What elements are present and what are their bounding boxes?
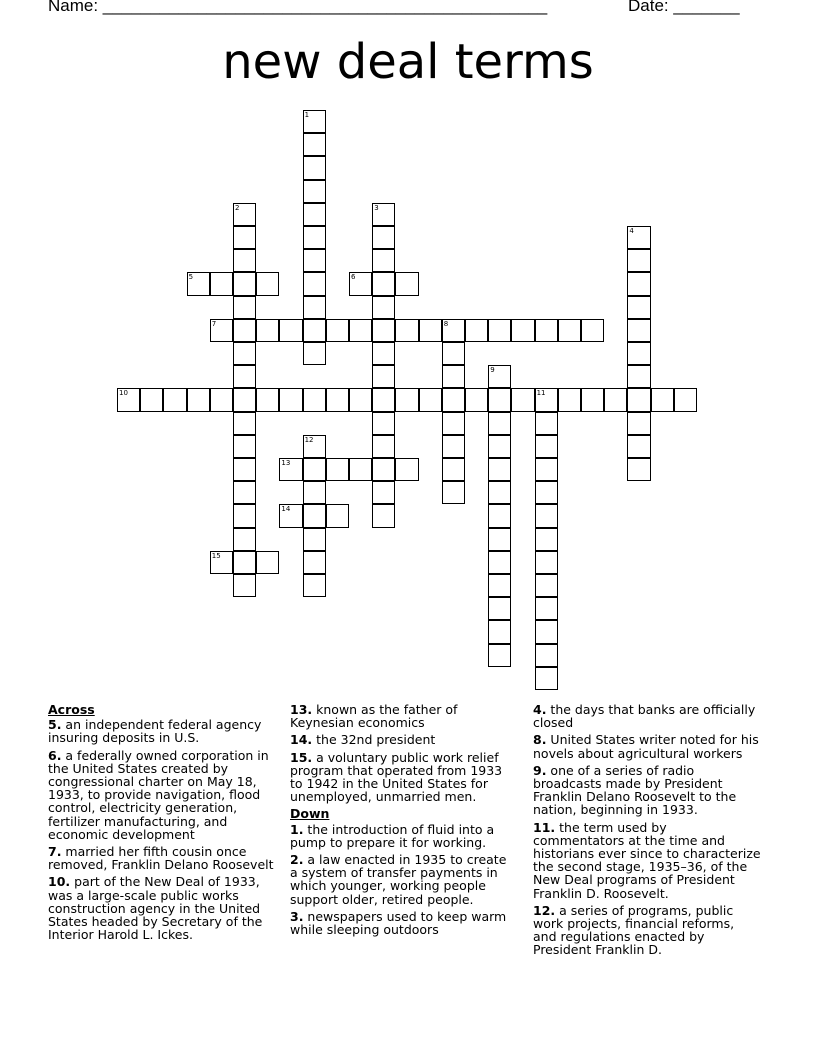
grid-cell[interactable]	[535, 667, 558, 690]
grid-cell[interactable]	[233, 481, 256, 504]
clue-number: 4	[629, 227, 634, 235]
clue-down-4: 4. the days that banks are officially closed	[533, 702, 756, 731]
grid-cell[interactable]	[627, 272, 650, 295]
grid-cell[interactable]	[187, 388, 210, 411]
grid-cell[interactable]	[210, 319, 233, 342]
down-heading: Down	[290, 806, 330, 822]
grid-cell[interactable]	[535, 597, 558, 620]
grid-cell[interactable]	[627, 319, 650, 342]
grid-cell[interactable]	[372, 319, 395, 342]
grid-cell[interactable]	[535, 528, 558, 551]
grid-cell[interactable]	[256, 272, 279, 295]
grid-cell[interactable]	[372, 226, 395, 249]
grid-cell[interactable]	[349, 319, 372, 342]
grid-cell[interactable]	[303, 388, 326, 411]
grid-cell[interactable]	[535, 574, 558, 597]
clue-number: 12	[304, 435, 314, 444]
grid-cell[interactable]	[326, 388, 349, 411]
grid-cell[interactable]	[303, 296, 326, 319]
grid-cell[interactable]	[349, 388, 372, 411]
grid-cell[interactable]	[279, 458, 302, 481]
grid-cell[interactable]	[210, 272, 233, 295]
clue-number: 13	[281, 459, 291, 467]
grid-cell[interactable]	[535, 435, 558, 458]
grid-cell[interactable]	[233, 365, 256, 388]
grid-cell[interactable]	[488, 388, 511, 411]
grid-cell[interactable]	[488, 504, 511, 527]
grid-cell[interactable]	[279, 319, 302, 342]
grid-cell[interactable]	[303, 226, 326, 249]
clue-number: 3	[374, 203, 379, 212]
grid-cell[interactable]	[233, 528, 256, 551]
grid-cell[interactable]	[535, 620, 558, 643]
grid-cell[interactable]	[303, 156, 326, 179]
clue-number: 10	[119, 389, 128, 398]
grid-cell[interactable]	[581, 388, 604, 411]
clue-down-9: 9. one of a series of radio broadcasts made by President Franklin Delano Roosevelt to the nation, beginning in 1933.	[533, 762, 737, 818]
clue-down-11: 11. the term used by commentators at the time and historians ever since to characterize the second stage, 1935–36, of the New Deal programs of President Franklin D. Roosevelt.	[533, 819, 761, 901]
grid-cell[interactable]	[372, 342, 395, 365]
grid-cell[interactable]	[372, 388, 395, 411]
grid-cell[interactable]	[535, 644, 558, 667]
grid-cell[interactable]	[303, 574, 326, 597]
clue-number: 7	[211, 319, 217, 328]
clue-number: 5	[188, 273, 194, 282]
grid-cell[interactable]	[303, 551, 326, 574]
grid-cell[interactable]	[303, 435, 326, 458]
grid-cell[interactable]	[233, 574, 256, 597]
grid-cell[interactable]	[627, 435, 650, 458]
grid-cell[interactable]	[535, 458, 558, 481]
clue-number: 2	[235, 203, 240, 212]
grid-cell[interactable]	[604, 388, 627, 411]
grid-cell[interactable]	[395, 388, 418, 411]
clue-across-7: 7. married her fifth cousin once removed, Franklin Delano Roosevelt	[48, 844, 274, 873]
grid-cell[interactable]	[442, 481, 465, 504]
grid-cell[interactable]	[233, 412, 256, 435]
grid-cell[interactable]	[535, 481, 558, 504]
grid-cell[interactable]	[627, 388, 650, 411]
grid-cell[interactable]	[627, 412, 650, 435]
grid-cell[interactable]	[627, 458, 650, 481]
grid-cell[interactable]	[256, 551, 279, 574]
clue-down-2: 2. a law enacted in 1935 to create a system of transfer payments in which younger, working people support older, retired people.	[290, 852, 507, 907]
grid-cell[interactable]	[581, 319, 604, 342]
grid-cell[interactable]	[627, 342, 650, 365]
grid-cell[interactable]	[535, 319, 558, 342]
grid-cell[interactable]	[163, 388, 186, 411]
grid-cell[interactable]	[535, 551, 558, 574]
grid-cell[interactable]	[511, 319, 534, 342]
grid-cell[interactable]	[303, 133, 326, 156]
grid-cell[interactable]	[233, 504, 256, 527]
grid-cell[interactable]	[372, 296, 395, 319]
grid-cell[interactable]	[488, 644, 511, 667]
clue-across-14: 14. the 32nd president	[290, 732, 436, 748]
grid-cell[interactable]	[303, 504, 326, 527]
grid-cell[interactable]	[210, 551, 233, 574]
grid-cell[interactable]	[488, 620, 511, 643]
grid-cell[interactable]	[233, 226, 256, 249]
grid-cell[interactable]	[372, 481, 395, 504]
clue-down-8: 8. United States writer noted for his novels about agricultural workers	[533, 732, 759, 761]
grid-cell[interactable]	[303, 203, 326, 226]
clue-across-15: 15. a voluntary public work relief program that operated from 1933 to 1942 in the United States for unemployed, unmarried men.	[290, 749, 503, 805]
grid-cell[interactable]	[488, 481, 511, 504]
puzzle-title: new deal terms	[222, 34, 594, 90]
grid-cell[interactable]	[535, 504, 558, 527]
grid-cell[interactable]	[488, 458, 511, 481]
grid-cell[interactable]	[349, 458, 372, 481]
grid-cell[interactable]	[303, 180, 326, 203]
grid-cell[interactable]	[117, 388, 140, 411]
grid-cell[interactable]	[627, 365, 650, 388]
grid-cell[interactable]	[442, 435, 465, 458]
grid-cell[interactable]	[488, 528, 511, 551]
grid-cell[interactable]	[279, 504, 302, 527]
grid-cell[interactable]	[627, 226, 650, 249]
grid-cell[interactable]	[303, 272, 326, 295]
grid-cell[interactable]	[372, 365, 395, 388]
grid-cell[interactable]	[303, 481, 326, 504]
grid-cell[interactable]	[442, 342, 465, 365]
grid-cell[interactable]	[256, 388, 279, 411]
grid-cell[interactable]	[372, 458, 395, 481]
grid-cell[interactable]	[395, 319, 418, 342]
clue-number: 11	[536, 389, 546, 398]
grid-cell[interactable]	[488, 597, 511, 620]
grid-cell[interactable]	[627, 249, 650, 272]
grid-cell[interactable]	[187, 272, 210, 295]
grid-cell[interactable]	[303, 342, 326, 365]
grid-cell[interactable]	[303, 528, 326, 551]
grid-cell[interactable]	[372, 203, 395, 226]
clue-across-5: 5. an independent federal agency insuring deposits in U.S.	[48, 717, 262, 746]
grid-cell[interactable]	[256, 319, 279, 342]
clue-number: 1	[304, 111, 310, 119]
across-heading: Across	[48, 702, 95, 717]
clue-number: 14	[281, 505, 291, 514]
grid-cell[interactable]	[674, 388, 697, 411]
grid-cell[interactable]	[488, 574, 511, 597]
grid-cell[interactable]	[558, 388, 581, 411]
grid-cell[interactable]	[442, 319, 465, 342]
grid-cell[interactable]	[442, 458, 465, 481]
grid-cell[interactable]	[303, 110, 326, 133]
grid-cell[interactable]	[442, 388, 465, 411]
grid-cell[interactable]	[372, 249, 395, 272]
grid-cell[interactable]	[326, 319, 349, 342]
grid-cell[interactable]	[233, 551, 256, 574]
clue-down-3: 3. newspapers used to keep warm while sleeping outdoors	[290, 908, 507, 938]
grid-cell[interactable]	[627, 296, 650, 319]
clue-down-1: 1. the introduction of fluid into a pump to prepare it for working.	[290, 821, 495, 850]
grid-cell[interactable]	[535, 412, 558, 435]
clue-number: 15	[211, 551, 221, 560]
grid-cell[interactable]	[303, 319, 326, 342]
grid-cell[interactable]	[210, 388, 233, 411]
clues-column-3	[533, 703, 761, 961]
clue-across-10: 10. part of the New Deal of 1933, was a large-scale public works construction agency in the United States headed by Secretary of the Interior Harold L. Ickes.	[48, 874, 263, 943]
grid-cell[interactable]	[233, 435, 256, 458]
grid-cell[interactable]	[395, 272, 418, 295]
grid-cell[interactable]	[372, 504, 395, 527]
clue-across-6: 6. a federally owned corporation in the United States created by congressional charter on May 18, 1933, to provide navigation, flood control, electricity generation, fertilizer manufacturing, and economic development	[48, 747, 269, 842]
clue-across-13: 13. known as the father of Keynesian economics	[290, 702, 458, 731]
grid-cell[interactable]	[279, 388, 302, 411]
clue-number: 6	[351, 273, 356, 282]
clues-column-1	[48, 703, 276, 945]
grid-cell[interactable]	[233, 272, 256, 295]
grid-cell[interactable]	[419, 388, 442, 411]
clues-column-2	[290, 703, 518, 940]
grid-cell[interactable]	[442, 412, 465, 435]
grid-cell[interactable]	[233, 319, 256, 342]
grid-cell[interactable]	[349, 272, 372, 295]
grid-cell[interactable]	[442, 365, 465, 388]
grid-cell[interactable]	[372, 272, 395, 295]
grid-cell[interactable]	[372, 435, 395, 458]
grid-cell[interactable]	[465, 388, 488, 411]
name-field-line: Name: _______________________________________________	[48, 0, 548, 15]
grid-cell[interactable]	[535, 388, 558, 411]
grid-cell[interactable]	[140, 388, 163, 411]
grid-cell[interactable]	[233, 203, 256, 226]
grid-cell[interactable]	[326, 504, 349, 527]
grid-cell[interactable]	[419, 319, 442, 342]
grid-cell[interactable]	[233, 249, 256, 272]
grid-cell[interactable]	[303, 458, 326, 481]
grid-cell[interactable]	[326, 458, 349, 481]
grid-cell[interactable]	[395, 458, 418, 481]
grid-cell[interactable]	[233, 388, 256, 411]
grid-cell[interactable]	[488, 319, 511, 342]
grid-cell[interactable]	[233, 296, 256, 319]
grid-cell[interactable]	[488, 551, 511, 574]
grid-cell[interactable]	[651, 388, 674, 411]
grid-cell[interactable]	[233, 458, 256, 481]
clue-number: 9	[490, 366, 495, 375]
clue-number: 8	[443, 319, 449, 328]
date-field-line: Date: _______	[628, 0, 740, 15]
grid-cell[interactable]	[372, 412, 395, 435]
grid-cell[interactable]	[465, 319, 488, 342]
grid-cell[interactable]	[303, 249, 326, 272]
grid-cell[interactable]	[233, 342, 256, 365]
grid-cell[interactable]	[488, 365, 511, 388]
grid-cell[interactable]	[558, 319, 581, 342]
grid-cell[interactable]	[488, 435, 511, 458]
clue-down-12: 12. a series of programs, public work projects, financial reforms, and regulations enacted by President Franklin D.	[533, 902, 735, 958]
grid-cell[interactable]	[511, 388, 534, 411]
grid-cell[interactable]	[488, 412, 511, 435]
